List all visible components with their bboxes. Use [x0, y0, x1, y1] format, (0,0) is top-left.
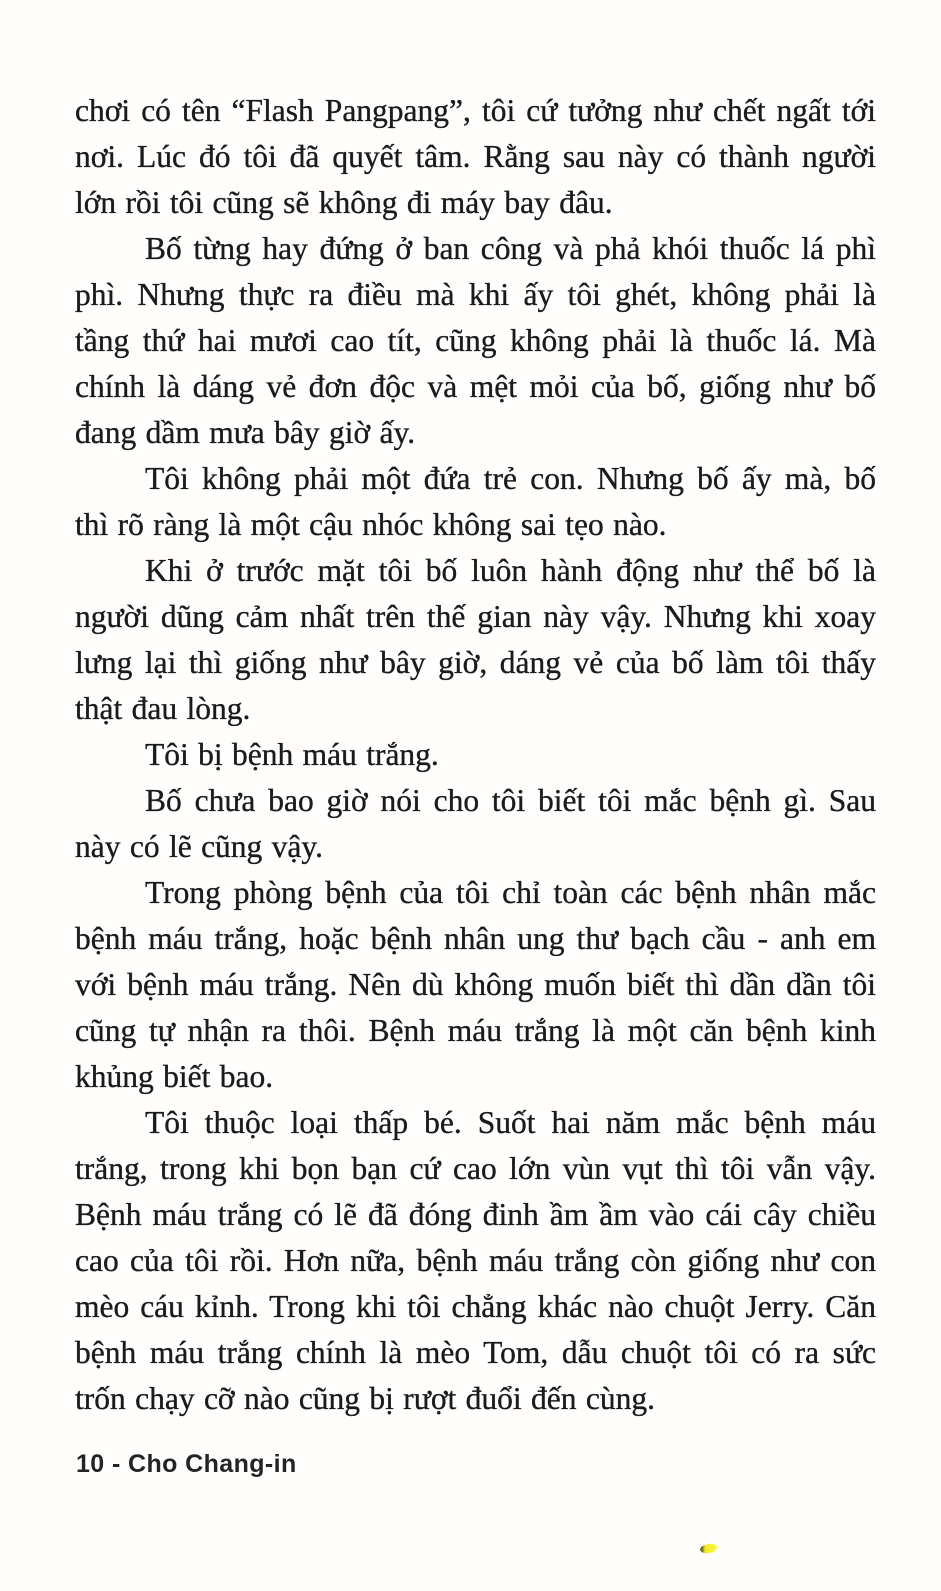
- paragraph: Tôi không phải một đứa trẻ con. Nhưng bố ấy mà, bố thì rõ ràng là một cậu nhóc không sai tẹo nào.: [75, 461, 876, 542]
- page-footer: [76, 1450, 297, 1479]
- page-number-author: 10 - Cho Chang-in: [76, 1450, 297, 1478]
- paragraph: Tôi bị bệnh máu trắng.: [145, 737, 439, 772]
- paragraph: Bố từng hay đứng ở ban công và phả khói thuốc lá phì phì. Nhưng thực ra điều mà khi ấy tôi ghét, không phải là tầng thứ hai mươi cao tít, cũng không phải là thuốc lá. Mà chính là dáng vẻ đơn độc và mệt mỏi của bố, giống như bố đang dầm mưa bây giờ ấy.: [75, 231, 876, 450]
- body-text: [75, 88, 876, 1422]
- paragraph: Khi ở trước mặt tôi bố luôn hành động như thể bố là người dũng cảm nhất trên thế gian này vậy. Nhưng khi xoay lưng lại thì giống như bây giờ, dáng vẻ của bố làm tôi thấy thật đau lòng.: [75, 553, 876, 726]
- yellow-speck-artifact: [699, 1543, 717, 1555]
- paragraph: chơi có tên “Flash Pangpang”, tôi cứ tưởng như chết ngất tới nơi. Lúc đó tôi đã quyết tâm. Rằng sau này có thành người lớn rồi tôi cũng sẽ không đi máy bay đâu.: [75, 93, 876, 220]
- paragraph: Trong phòng bệnh của tôi chỉ toàn các bệnh nhân mắc bệnh máu trắng, hoặc bệnh nhân ung thư bạch cầu - anh em với bệnh máu trắng. Nên dù không muốn biết thì dần dần tôi cũng tự nhận ra thôi. Bệnh máu trắng là một căn bệnh kinh khủng biết bao.: [75, 875, 876, 1094]
- paragraph: Bố chưa bao giờ nói cho tôi biết tôi mắc bệnh gì. Sau này có lẽ cũng vậy.: [75, 783, 876, 864]
- paragraph: Tôi thuộc loại thấp bé. Suốt hai năm mắc bệnh máu trắng, trong khi bọn bạn cứ cao lớn vùn vụt thì tôi vẫn vậy. Bệnh máu trắng có lẽ đã đóng đinh ầm ầm vào cái cây chiều cao của tôi rồi. Hơn nữa, bệnh máu trắng còn giống như con mèo cáu kỉnh. Trong khi tôi chẳng khác nào chuột Jerry. Căn bệnh máu trắng chính là mèo Tom, dẫu chuột tôi có ra sức trốn chạy cỡ nào cũng bị rượt đuổi đến cùng.: [75, 1105, 876, 1416]
